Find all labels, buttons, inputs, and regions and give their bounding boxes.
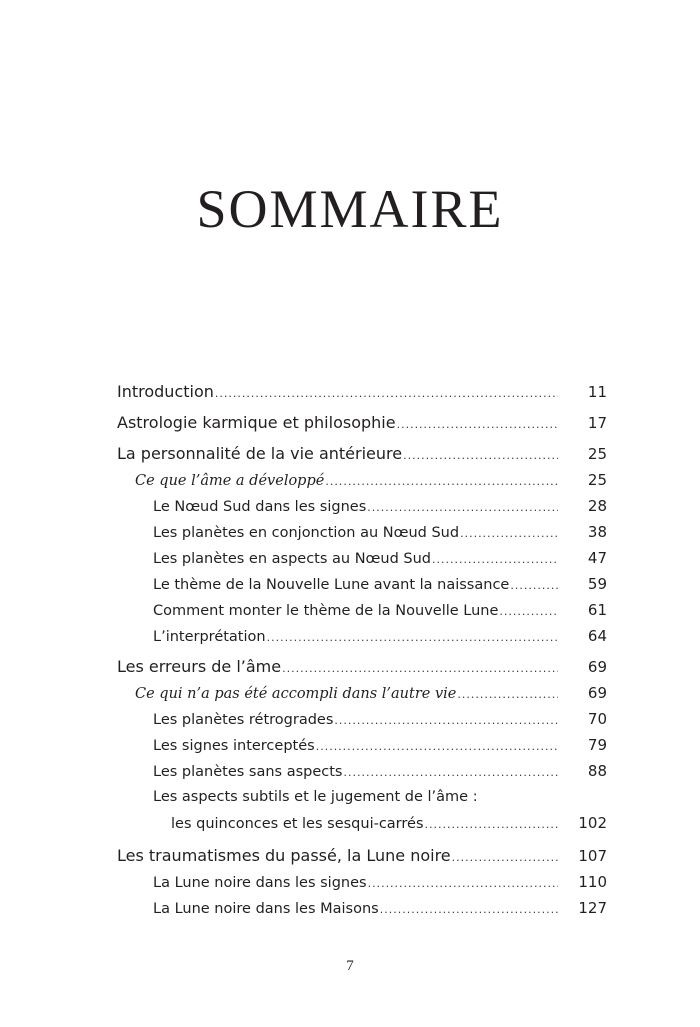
dot-leader — [457, 682, 558, 708]
dot-leader — [452, 845, 558, 871]
toc-entry — [117, 784, 607, 810]
toc-page-number: 102 — [578, 814, 607, 832]
toc-entry — [117, 545, 607, 571]
toc-entry — [117, 706, 607, 732]
dot-leader — [267, 625, 558, 651]
toc-page-number: 25 — [587, 445, 607, 463]
toc-entry-label: Ce qui n’a pas été accompli dans l’autre vie — [135, 686, 457, 702]
toc-entry — [117, 410, 607, 436]
toc-page-number: 47 — [587, 549, 607, 567]
toc-page-number: 79 — [587, 736, 607, 754]
dot-leader — [325, 469, 558, 495]
toc-page-number: 69 — [587, 684, 607, 702]
dot-leader — [397, 412, 558, 438]
toc-entry-label: Les signes interceptés — [153, 738, 315, 754]
toc-entry-label: les quinconces et les sesqui-carrés — [171, 816, 424, 832]
toc-entry-label: La Lune noire dans les signes — [153, 875, 367, 891]
toc-entry-label: Comment monter le thème de la Nouvelle Lune — [153, 603, 499, 619]
toc-entry — [117, 732, 607, 758]
toc-entry-continuation — [117, 810, 607, 836]
dot-leader — [499, 599, 558, 625]
toc-entry-label: Les erreurs de l’âme — [117, 657, 282, 676]
dot-leader — [282, 656, 558, 682]
toc-entry-label: Les planètes en conjonction au Nœud Sud — [153, 525, 460, 541]
page-title: SOMMAIRE — [196, 179, 504, 239]
dot-leader — [367, 495, 558, 521]
dot-leader — [368, 871, 558, 897]
toc-entry-label: La personnalité de la vie antérieure — [117, 444, 403, 463]
toc-entry — [117, 895, 607, 921]
dot-leader — [380, 897, 558, 923]
toc-entry — [117, 379, 607, 405]
page-number: 7 — [346, 958, 354, 974]
toc-page-number: 59 — [587, 575, 607, 593]
table-of-contents — [117, 379, 607, 921]
dot-leader — [510, 573, 558, 599]
toc-page-number: 88 — [587, 762, 607, 780]
dot-leader — [425, 812, 558, 838]
toc-entry-label: L’interprétation — [153, 629, 266, 645]
toc-entry-label: Les planètes sans aspects — [153, 764, 343, 780]
dot-leader — [215, 381, 558, 407]
toc-page-number: 28 — [587, 497, 607, 515]
toc-entry — [117, 654, 607, 680]
toc-page-number: 107 — [578, 847, 607, 865]
toc-page-number: 64 — [587, 627, 607, 645]
toc-entry — [117, 441, 607, 467]
toc-entry — [117, 758, 607, 784]
toc-entry — [117, 571, 607, 597]
dot-leader — [432, 547, 558, 573]
toc-page-number: 38 — [587, 523, 607, 541]
toc-entry — [117, 597, 607, 623]
toc-entry — [117, 843, 607, 869]
toc-page-number: 61 — [587, 601, 607, 619]
toc-page-number: 25 — [587, 471, 607, 489]
toc-entry-label: Le Nœud Sud dans les signes — [153, 499, 367, 515]
toc-entry-label: Astrologie karmique et philosophie — [117, 413, 396, 432]
toc-page-number: 110 — [578, 873, 607, 891]
toc-page-number: 69 — [587, 658, 607, 676]
toc-entry — [117, 493, 607, 519]
dot-leader — [403, 443, 558, 469]
toc-page-number: 11 — [587, 383, 607, 401]
toc-page-number: 127 — [578, 899, 607, 917]
dot-leader — [460, 521, 558, 547]
toc-entry-label: Introduction — [117, 382, 214, 401]
toc-entry — [117, 467, 607, 493]
dot-leader — [334, 708, 558, 734]
toc-entry-label: Les planètes en aspects au Nœud Sud — [153, 551, 431, 567]
toc-page-number: 70 — [587, 710, 607, 728]
toc-entry — [117, 623, 607, 649]
toc-entry — [117, 680, 607, 706]
toc-page-number: 17 — [587, 414, 607, 432]
toc-entry — [117, 869, 607, 895]
toc-entry — [117, 519, 607, 545]
toc-entry-label: Les traumatismes du passé, la Lune noire — [117, 846, 451, 865]
toc-entry-label: La Lune noire dans les Maisons — [153, 901, 379, 917]
dot-leader — [343, 760, 558, 786]
toc-entry-label: Le thème de la Nouvelle Lune avant la naissance — [153, 577, 510, 593]
toc-entry-label: Ce que l’âme a développé — [135, 473, 325, 489]
toc-entry-label: Les aspects subtils et le jugement de l’âme : — [153, 789, 478, 805]
dot-leader — [316, 734, 558, 760]
toc-entry-label: Les planètes rétrogrades — [153, 712, 334, 728]
